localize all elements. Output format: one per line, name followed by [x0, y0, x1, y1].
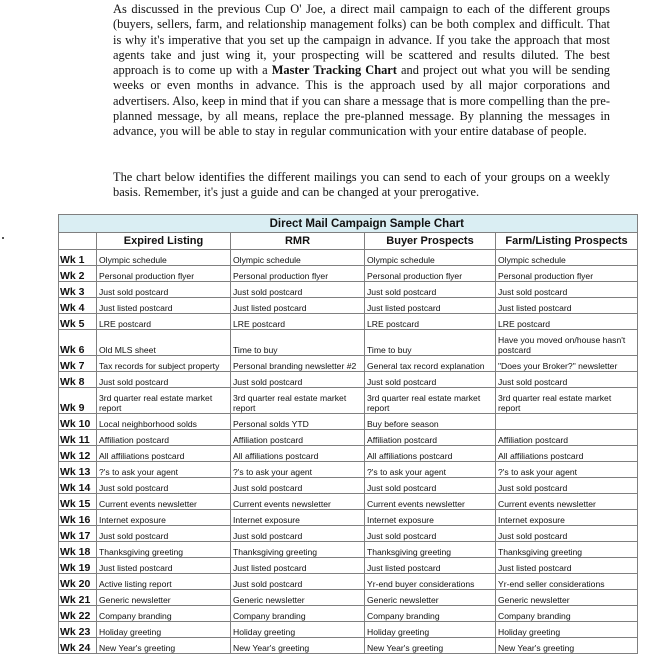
- table-row: [59, 462, 638, 478]
- table-cell: Just sold postcard: [97, 526, 231, 542]
- table-cell: LRE postcard: [365, 314, 496, 330]
- table-cell: Just sold postcard: [231, 372, 365, 388]
- table-cell: Yr-end seller considerations: [496, 574, 638, 590]
- table-cell: ?'s to ask your agent: [365, 462, 496, 478]
- table-cell: Personal branding newsletter #2: [231, 356, 365, 372]
- table-cell: Just listed postcard: [496, 298, 638, 314]
- intro-text-a: As discussed in the previous Cup O' Joe, a direct mail campaign to each of the different groups (buyers, sellers, farm, and relationship management folks) can be both complex and difficult. That is why it's imperative that you set up the campaign in advance. If you take the approach that most agents take and just wing it, your prospecting will be scattered and results diluted. The best approach is to come up with a: [113, 2, 610, 78]
- direct-mail-chart: [58, 214, 638, 654]
- table-row: [59, 266, 638, 282]
- week-label: Wk 24: [59, 638, 97, 654]
- table-cell: Olympic schedule: [97, 250, 231, 266]
- table-row: [59, 622, 638, 638]
- table-cell: All affiliations postcard: [231, 446, 365, 462]
- table-cell: Company branding: [97, 606, 231, 622]
- margin-dot: [2, 237, 4, 239]
- table-cell: New Year's greeting: [365, 638, 496, 654]
- table-row: [59, 298, 638, 314]
- table-cell: 3rd quarter real estate market report: [365, 388, 496, 414]
- table-cell: ?'s to ask your agent: [231, 462, 365, 478]
- table-cell: 3rd quarter real estate market report: [496, 388, 638, 414]
- table-cell: New Year's greeting: [231, 638, 365, 654]
- table-cell: Just sold postcard: [365, 478, 496, 494]
- table-cell: Company branding: [496, 606, 638, 622]
- chart-title: Direct Mail Campaign Sample Chart: [97, 215, 638, 233]
- week-label: Wk 3: [59, 282, 97, 298]
- table-cell: 3rd quarter real estate market report: [231, 388, 365, 414]
- week-label: Wk 12: [59, 446, 97, 462]
- week-label: Wk 16: [59, 510, 97, 526]
- table-cell: Just listed postcard: [496, 558, 638, 574]
- intro-text-b: and project out what you will be sending weeks or even months in advance. This is the approach used by all major corporations and advertisers. Also, keep in mind that if you can share a message that is more compelling than the pre-planned message, by all means, replace the pre-planned message. By planning the messages in advance, you will be able to stay in regular communication with your entire database of people.: [113, 63, 610, 139]
- intro-bold-phrase: Master Tracking Chart: [271, 63, 397, 78]
- table-cell: Thanksgiving greeting: [365, 542, 496, 558]
- table-cell: LRE postcard: [231, 314, 365, 330]
- table-cell: Just sold postcard: [97, 372, 231, 388]
- table-cell: Just listed postcard: [97, 558, 231, 574]
- table-cell: Thanksgiving greeting: [231, 542, 365, 558]
- table-cell: Just listed postcard: [97, 298, 231, 314]
- table-cell: Just sold postcard: [496, 526, 638, 542]
- week-label: Wk 10: [59, 414, 97, 430]
- table-cell: ?'s to ask your agent: [97, 462, 231, 478]
- table-cell: Personal production flyer: [365, 266, 496, 282]
- table-cell: Affiliation postcard: [365, 430, 496, 446]
- table-row: [59, 510, 638, 526]
- table-cell: Olympic schedule: [496, 250, 638, 266]
- table-row: [59, 282, 638, 298]
- table-cell: Generic newsletter: [365, 590, 496, 606]
- table-cell: Time to buy: [231, 330, 365, 356]
- table-row: [59, 430, 638, 446]
- week-label: Wk 15: [59, 494, 97, 510]
- table-cell: Just sold postcard: [231, 282, 365, 298]
- table-cell: Just sold postcard: [231, 478, 365, 494]
- table-cell: Old MLS sheet: [97, 330, 231, 356]
- table-cell: Just listed postcard: [231, 558, 365, 574]
- table-cell: Personal production flyer: [231, 266, 365, 282]
- table-cell: Just sold postcard: [496, 478, 638, 494]
- table-cell: Affiliation postcard: [97, 430, 231, 446]
- table-cell: Just sold postcard: [231, 574, 365, 590]
- table-row: [59, 638, 638, 654]
- week-label: Wk 13: [59, 462, 97, 478]
- week-label: Wk 17: [59, 526, 97, 542]
- table-cell: Olympic schedule: [365, 250, 496, 266]
- table-cell: Time to buy: [365, 330, 496, 356]
- table-row: [59, 590, 638, 606]
- col-header: Farm/Listing Prospects: [496, 233, 638, 250]
- table-cell: Just sold postcard: [365, 282, 496, 298]
- table-row: [59, 250, 638, 266]
- table-row: [59, 494, 638, 510]
- table-cell: LRE postcard: [97, 314, 231, 330]
- table-cell: Local neighborhood solds: [97, 414, 231, 430]
- table-cell: Just listed postcard: [231, 298, 365, 314]
- table-row: [59, 478, 638, 494]
- table-cell: Just sold postcard: [496, 282, 638, 298]
- table-cell: Just listed postcard: [365, 558, 496, 574]
- table-cell: Tax records for subject property: [97, 356, 231, 372]
- table-row: [59, 356, 638, 372]
- col-header: Expired Listing: [97, 233, 231, 250]
- week-label: Wk 4: [59, 298, 97, 314]
- table-row: [59, 606, 638, 622]
- table-cell: Have you moved on/house hasn't postcard: [496, 330, 638, 356]
- table-cell: Personal production flyer: [97, 266, 231, 282]
- table-row: [59, 526, 638, 542]
- table-cell: Company branding: [231, 606, 365, 622]
- table-cell: "Does your Broker?" newsletter: [496, 356, 638, 372]
- table-cell: Just sold postcard: [231, 526, 365, 542]
- week-label: Wk 14: [59, 478, 97, 494]
- table-cell: Holiday greeting: [231, 622, 365, 638]
- table-cell: New Year's greeting: [496, 638, 638, 654]
- table-cell: 3rd quarter real estate market report: [97, 388, 231, 414]
- week-header: [59, 233, 97, 250]
- table-cell: [496, 414, 638, 430]
- table-cell: Company branding: [365, 606, 496, 622]
- table-cell: Buy before season: [365, 414, 496, 430]
- table-cell: Holiday greeting: [97, 622, 231, 638]
- week-label: Wk 22: [59, 606, 97, 622]
- chart-body: [59, 250, 638, 654]
- table-row: [59, 414, 638, 430]
- table-cell: Generic newsletter: [231, 590, 365, 606]
- table-cell: Affiliation postcard: [231, 430, 365, 446]
- table-cell: Internet exposure: [365, 510, 496, 526]
- table-row: [59, 558, 638, 574]
- table-cell: Just sold postcard: [97, 478, 231, 494]
- table-cell: Just listed postcard: [365, 298, 496, 314]
- col-header: Buyer Prospects: [365, 233, 496, 250]
- table-cell: Internet exposure: [97, 510, 231, 526]
- week-label: Wk 9: [59, 388, 97, 414]
- week-label: Wk 1: [59, 250, 97, 266]
- chart-intro-paragraph: The chart below identifies the different mailings you can send to each of your groups on a weekly basis. Remember, it's just a guide and can be changed at your prerogative.: [113, 170, 610, 200]
- table-cell: Thanksgiving greeting: [496, 542, 638, 558]
- table-cell: Current events newsletter: [97, 494, 231, 510]
- table-cell: All affiliations postcard: [365, 446, 496, 462]
- title-corner: [59, 215, 97, 233]
- table-cell: LRE postcard: [496, 314, 638, 330]
- table-cell: All affiliations postcard: [97, 446, 231, 462]
- table-row: [59, 372, 638, 388]
- table-cell: All affiliations postcard: [496, 446, 638, 462]
- week-label: Wk 2: [59, 266, 97, 282]
- table-cell: Just sold postcard: [365, 372, 496, 388]
- col-header: RMR: [231, 233, 365, 250]
- table-row: [59, 542, 638, 558]
- table-cell: Holiday greeting: [365, 622, 496, 638]
- table-row: [59, 330, 638, 356]
- week-label: Wk 6: [59, 330, 97, 356]
- intro-paragraph: [113, 2, 610, 140]
- table-cell: Olympic schedule: [231, 250, 365, 266]
- table-cell: Current events newsletter: [365, 494, 496, 510]
- table-cell: Just sold postcard: [97, 282, 231, 298]
- table-cell: Active listing report: [97, 574, 231, 590]
- table-cell: New Year's greeting: [97, 638, 231, 654]
- week-label: Wk 11: [59, 430, 97, 446]
- week-label: Wk 5: [59, 314, 97, 330]
- table-cell: Generic newsletter: [97, 590, 231, 606]
- week-label: Wk 19: [59, 558, 97, 574]
- table-row: [59, 574, 638, 590]
- table-cell: Yr-end buyer considerations: [365, 574, 496, 590]
- week-label: Wk 23: [59, 622, 97, 638]
- table-row: [59, 314, 638, 330]
- table-cell: Internet exposure: [496, 510, 638, 526]
- table-cell: Current events newsletter: [231, 494, 365, 510]
- table-cell: Just sold postcard: [365, 526, 496, 542]
- table-cell: General tax record explanation: [365, 356, 496, 372]
- week-label: Wk 8: [59, 372, 97, 388]
- week-label: Wk 21: [59, 590, 97, 606]
- table-cell: Generic newsletter: [496, 590, 638, 606]
- table-cell: ?'s to ask your agent: [496, 462, 638, 478]
- table-cell: Thanksgiving greeting: [97, 542, 231, 558]
- table-cell: Just sold postcard: [496, 372, 638, 388]
- week-label: Wk 7: [59, 356, 97, 372]
- table-cell: Internet exposure: [231, 510, 365, 526]
- week-label: Wk 18: [59, 542, 97, 558]
- table-row: [59, 446, 638, 462]
- week-label: Wk 20: [59, 574, 97, 590]
- table-cell: Current events newsletter: [496, 494, 638, 510]
- table-cell: Holiday greeting: [496, 622, 638, 638]
- table-row: [59, 388, 638, 414]
- table-cell: Affiliation postcard: [496, 430, 638, 446]
- table-cell: Personal solds YTD: [231, 414, 365, 430]
- table-cell: Personal production flyer: [496, 266, 638, 282]
